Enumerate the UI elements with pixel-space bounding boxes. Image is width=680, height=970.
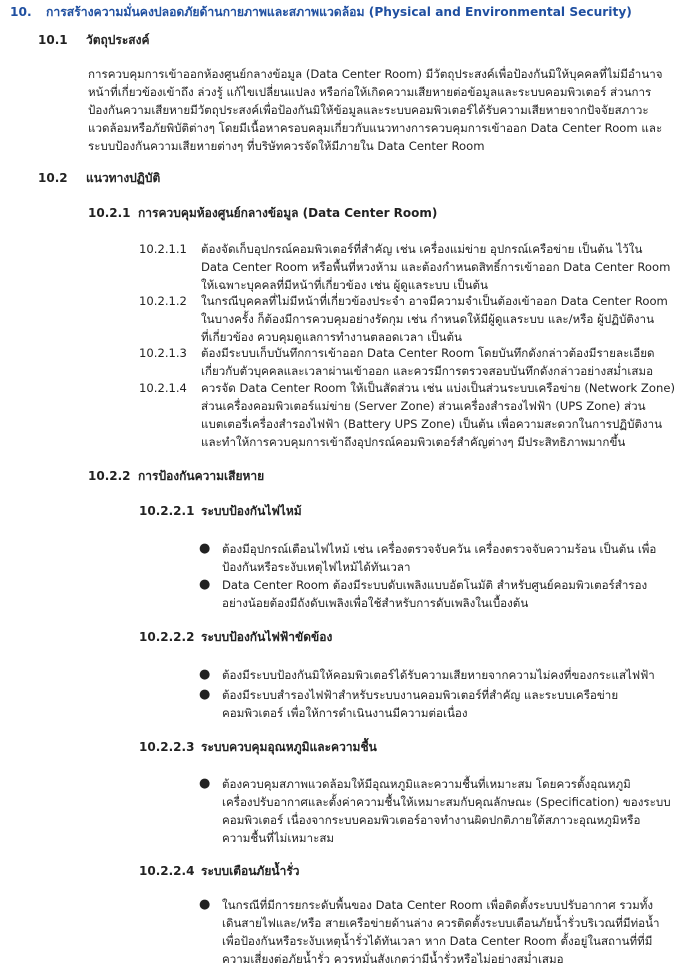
- heading-10-2-2-4: [139, 862, 300, 880]
- heading-10-1: [38, 31, 150, 49]
- bullet-line: ป้องกันหรือระงับเหตุไฟไหม้ได้ทันเวลา: [222, 560, 411, 574]
- bullet-line: อย่างน้อยต้องมีถังดับเพลิงเพื่อใช้สำหรับการดับเพลิงในเบื้องต้น: [222, 596, 529, 610]
- bullet-text: [222, 896, 677, 968]
- clause-10-2-1-2: [139, 292, 679, 346]
- bullet-item: [199, 686, 675, 722]
- bullet-line: เพื่อป้องกันหรือระงับเหตุน้ำรั่วได้ทันเวลา หาก Data Center Room ตั้งอยู่ในสถานที่ที่มี: [222, 934, 653, 948]
- clause-line: ในบางครั้ง ก็ต้องมีการควบคุมอย่างรัดกุม เช่น กำหนดให้มีผู้ดูแลระบบ และ/หรือ ผู้ปฏิบัติงาน: [201, 312, 654, 326]
- clause-text: [201, 292, 680, 346]
- bullet-line: คอมพิวเตอร์ เนื่องจากระบบคอมพิวเตอร์อาจทำงานผิดปกติภายใต้สภาวะอุณหภูมิหรือ: [222, 813, 641, 827]
- bullet-icon: ●: [199, 776, 211, 791]
- bullet-item: [199, 540, 675, 576]
- heading-number: 10.2.2.3: [139, 740, 195, 754]
- clause-line: ควรจัด Data Center Room ให้เป็นสัดส่วน เช่น แบ่งเป็นส่วนระบบเครือข่าย (Network Zone): [201, 381, 675, 395]
- clause-number: 10.2.1.1: [139, 242, 187, 256]
- paragraph-line: หน้าที่เกี่ยวข้องเข้าถึง ล่วงรู้ แก้ไขเปลี่ยนแปลง หรือก่อให้เกิดความเสียหายต่อข้อมูลและระบบคอมพิวเตอร์ ส่วนการ: [88, 85, 652, 99]
- paragraph-line: ป้องกันความเสียหายมีวัตถุประสงค์เพื่อป้องกันมิให้ข้อมูลและระบบคอมพิวเตอร์ได้รับความเสียหายจากปัจจัยสภาวะ: [88, 103, 649, 117]
- clause-line: แบตเตอรี่เครื่องสำรองไฟฟ้า (Battery UPS Zone) เป็นต้น เพื่อความสะดวกในการปฏิบัติงาน: [201, 417, 663, 431]
- heading-text: แนวทางปฏิบัติ: [86, 171, 161, 185]
- heading-10-2-1: [88, 204, 437, 222]
- bullet-icon: ●: [199, 897, 211, 912]
- clause-text: [201, 344, 680, 380]
- heading-number: 10.2.2.1: [139, 504, 195, 518]
- heading-text: การควบคุมห้องศูนย์กลางข้อมูล (Data Center Room): [138, 206, 438, 220]
- heading-number: 10.1: [38, 33, 68, 47]
- clause-10-2-1-4: [139, 379, 679, 451]
- bullet-item: [199, 775, 675, 847]
- paragraph-line: แวดล้อมหรือภัยพิบัติต่างๆ โดยมีเนื้อหาครอบคลุมเกี่ยวกับแนวทางการควบคุมการเข้าออก Data Center Room และ: [88, 121, 663, 135]
- clause-line: เกี่ยวกับตัวบุคคลและเวลาผ่านเข้าออก และควรมีการตรวจสอบบันทึกดังกล่าวอย่างสม่ำเสมอ: [201, 364, 654, 378]
- heading-10-2-2-1: [139, 502, 302, 520]
- paragraph-objective: [88, 65, 672, 155]
- clause-10-2-1-1: [139, 240, 679, 294]
- bullet-icon: ●: [199, 667, 211, 682]
- heading-text: ระบบป้องกันไฟไหม้: [201, 504, 302, 518]
- bullet-line: เครื่องปรับอากาศและตั้งค่าความชื้นให้เหมาะสมกับคุณลักษณะ (Specification) ของระบบ: [222, 795, 671, 809]
- clause-line: ต้องจัดเก็บอุปกรณ์คอมพิวเตอร์ที่สำคัญ เช่น เครื่องแม่ข่าย อุปกรณ์เครือข่าย เป็นต้น ไว้ใน: [201, 242, 643, 256]
- clause-line: และทำให้การควบคุมการเข้าถึงอุปกรณ์คอมพิวเตอร์สำคัญต่างๆ มีประสิทธิภาพมากขึ้น: [201, 435, 626, 449]
- bullet-line: ต้องมีระบบป้องกันมิให้คอมพิวเตอร์ได้รับความเสียหายจากความไม่คงที่ของกระแสไฟฟ้า: [222, 668, 655, 682]
- clause-line: ให้เฉพาะบุคคลที่มีหน้าที่เกี่ยวข้อง เช่น ผู้ดูแลระบบ เป็นต้น: [201, 278, 488, 292]
- bullet-line: ความชื้นที่ไม่เหมาะสม: [222, 831, 335, 845]
- clause-number: 10.2.1.3: [139, 346, 187, 360]
- heading-text: ระบบป้องกันไฟฟ้าขัดข้อง: [201, 630, 333, 644]
- clause-10-2-1-3: [139, 344, 679, 380]
- bullet-item: [199, 666, 675, 684]
- clause-text: [201, 240, 680, 294]
- bullet-text: [222, 576, 677, 612]
- heading-10-2-2: [88, 467, 264, 485]
- heading-10-2-2-2: [139, 628, 332, 646]
- clause-number: 10.2.1.2: [139, 294, 187, 308]
- heading-text: ระบบควบคุมอุณหภูมิและความชื้น: [201, 740, 377, 754]
- heading-10-2: [38, 169, 160, 187]
- clause-number: 10.2.1.4: [139, 381, 187, 395]
- bullet-text: [222, 666, 677, 684]
- heading-text: วัตถุประสงค์: [86, 33, 150, 47]
- bullet-line: Data Center Room ต้องมีระบบดับเพลิงแบบอัตโนมัติ สำหรับศูนย์คอมพิวเตอร์สำรอง: [222, 578, 648, 592]
- bullet-line: ต้องมีระบบสำรองไฟฟ้าสำหรับระบบงานคอมพิวเตอร์ที่สำคัญ และระบบเครือข่าย: [222, 688, 619, 702]
- heading-number: 10.2.2.2: [139, 630, 195, 644]
- paragraph-line: การควบคุมการเข้าออกห้องศูนย์กลางข้อมูล (Data Center Room) มีวัตถุประสงค์เพื่อป้องกันมิให้บุคคลที่ไม่มีอำนาจ: [88, 67, 663, 81]
- bullet-line: เดินสายไฟและ/หรือ สายเครือข่ายด้านล่าง ควรติดตั้งระบบเตือนภัยน้ำรั่วบริเวณที่มีท่อน้ำ: [222, 916, 660, 930]
- bullet-line: ต้องควบคุมสภาพแวดล้อมให้มีอุณหภูมิและความชื้นที่เหมาะสม โดยควรตั้งอุณหภูมิ: [222, 777, 631, 791]
- bullet-item: [199, 576, 675, 612]
- bullet-icon: ●: [199, 687, 211, 702]
- clause-line: ส่วนเครื่องคอมพิวเตอร์แม่ข่าย (Server Zone) ส่วนเครื่องสำรองไฟฟ้า (UPS Zone) ส่วน: [201, 399, 646, 413]
- section-number: 10.: [10, 5, 32, 19]
- bullet-icon: ●: [199, 577, 211, 592]
- clause-line: ที่เกี่ยวข้อง ควบคุมดูแลการทำงานตลอดเวลา เป็นต้น: [201, 330, 462, 344]
- bullet-line: ความเสี่ยงต่อภัยน้ำรั่ว ควรหมั่นสังเกตว่ามีน้ำรั่วหรือไม่อย่างสม่ำเสมอ: [222, 952, 564, 966]
- clause-line: ในกรณีบุคคลที่ไม่มีหน้าที่เกี่ยวข้องประจำ อาจมีความจำเป็นต้องเข้าออก Data Center Room: [201, 294, 668, 308]
- heading-number: 10.2.2: [88, 469, 131, 483]
- section-title-text: การสร้างความมั่นคงปลอดภัยด้านกายภาพและสภาพแวดล้อม (Physical and Environmental Security): [46, 5, 632, 19]
- heading-text: ระบบเตือนภัยน้ำรั่ว: [201, 864, 300, 878]
- bullet-text: [222, 775, 677, 847]
- bullet-line: ในกรณีที่มีการยกระดับพื้นของ Data Center Room เพื่อติดตั้งระบบปรับอากาศ รวมทั้ง: [222, 898, 654, 912]
- heading-number: 10.2.2.4: [139, 864, 195, 878]
- clause-line: Data Center Room หรือพื้นที่หวงห้าม และต้องกำหนดสิทธิ์การเข้าออก Data Center Room: [201, 260, 671, 274]
- bullet-text: [222, 686, 677, 722]
- heading-text: การป้องกันความเสียหาย: [138, 469, 265, 483]
- heading-number: 10.2: [38, 171, 68, 185]
- bullet-item: [199, 896, 675, 968]
- bullet-line: ต้องมีอุปกรณ์เตือนไฟไหม้ เช่น เครื่องตรวจจับควัน เครื่องตรวจจับความร้อน เป็นต้น เพื่อ: [222, 542, 657, 556]
- heading-number: 10.2.1: [88, 206, 131, 220]
- section-title: [10, 3, 632, 21]
- bullet-icon: ●: [199, 541, 211, 556]
- heading-10-2-2-3: [139, 738, 377, 756]
- bullet-line: คอมพิวเตอร์ เพื่อให้การดำเนินงานมีความต่อเนื่อง: [222, 706, 468, 720]
- paragraph-line: ระบบป้องกันความเสียหายต่างๆ ที่บริษัทควรจัดให้มีภายใน Data Center Room: [88, 139, 485, 153]
- clause-text: [201, 379, 680, 451]
- clause-line: ต้องมีระบบเก็บบันทึกการเข้าออก Data Center Room โดยบันทึกดังกล่าวต้องมีรายละเอียด: [201, 346, 655, 360]
- bullet-text: [222, 540, 677, 576]
